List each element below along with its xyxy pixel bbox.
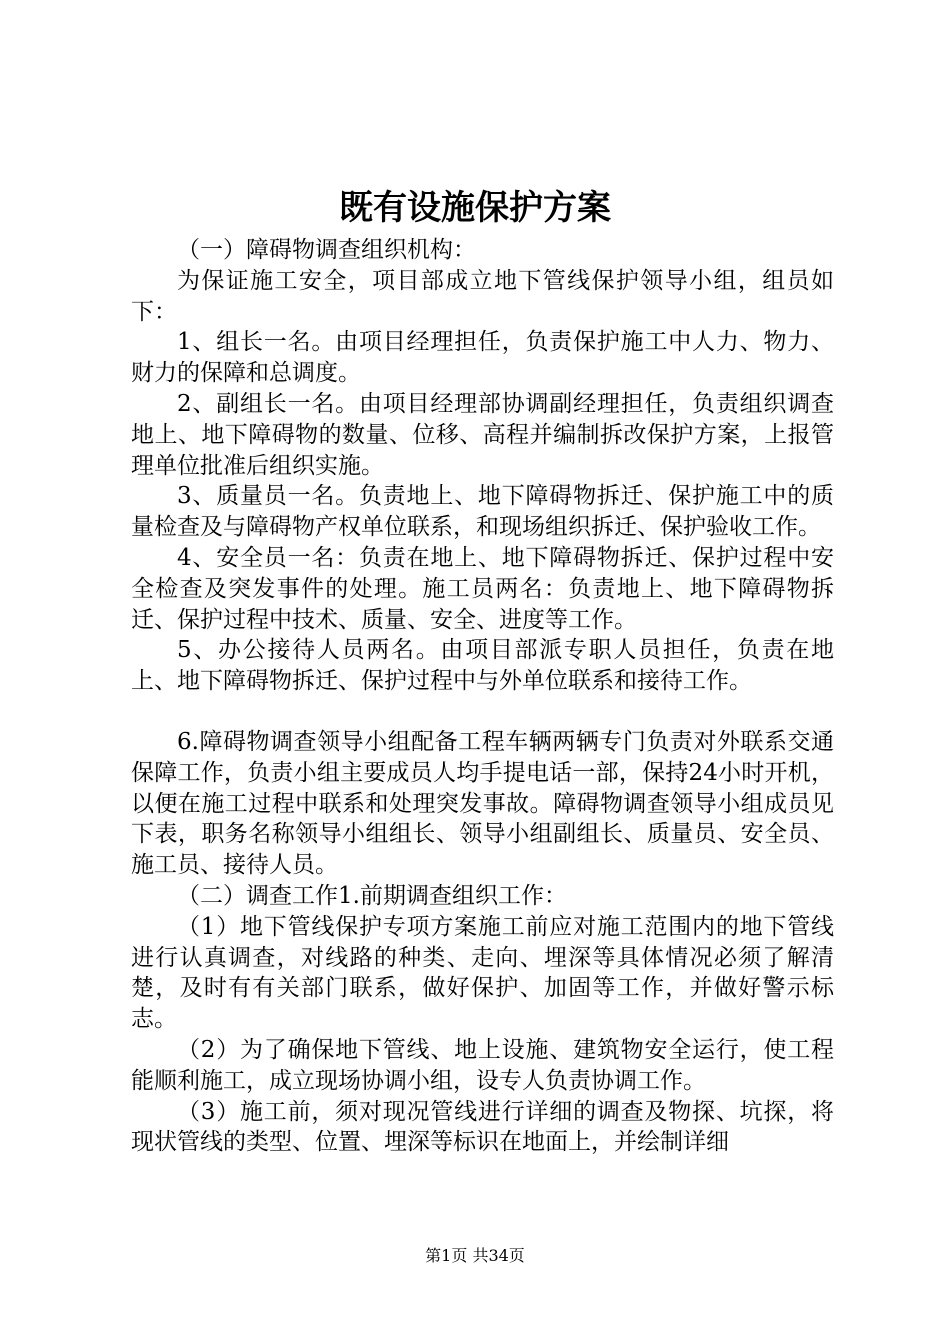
paragraph: （1）地下管线保护专项方案施工前应对施工范围内的地下管线进行认真调查，对线路的种类、走向、埋深等具体情况必须了解清楚，及时有有关部门联系，做好保护、加固等工作，并做好警示标志。 [131, 913, 834, 1033]
paragraph: 1、组长一名。由项目经理担任，负责保护施工中人力、物力、财力的保障和总调度。 [131, 329, 834, 387]
paragraph: （3）施工前，须对现况管线进行详细的调查及物探、坑探，将现状管线的类型、位置、埋深等标识在地面上，并绘制详细 [131, 1098, 834, 1156]
paragraph: 为保证施工安全，项目部成立地下管线保护领导小组，组员如下： [131, 267, 834, 325]
paragraph: 2、副组长一名。由项目经理部协调副经理担任，负责组织调查地上、地下障碍物的数量、位移、高程并编制拆改保护方案，上报管理单位批准后组织实施。 [131, 390, 834, 479]
paragraph: （2）为了确保地下管线、地上设施、建筑物安全运行，使工程能顺利施工，成立现场协调小组，设专人负责协调工作。 [131, 1036, 834, 1094]
document-title: 既有设施保护方案 [339, 188, 611, 228]
document-body [131, 235, 834, 1158]
paragraph: 3、质量员一名。负责地上、地下障碍物拆迁、保护施工中的质量检查及与障碍物产权单位联系，和现场组织拆迁、保护验收工作。 [131, 483, 834, 541]
paragraph: 4、安全员一名：负责在地上、地下障碍物拆迁、保护过程中安全检查及突发事件的处理。施工员两名：负责地上、地下障碍物拆迁、保护过程中技术、质量、安全、进度等工作。 [131, 544, 834, 633]
paragraph: 6.障碍物调查领导小组配备工程车辆两辆专门负责对外联系交通保障工作，负责小组主要成员人均手提电话一部，保持24小时开机，以便在施工过程中联系和处理突发事故。障碍物调查领导小组成员见下表，职务名称领导小组组长、领导小组副组长、质量员、安全员、施工员、接待人员。 [131, 728, 834, 879]
section-heading-2: （二）调查工作1.前期调查组织工作： [177, 882, 567, 909]
page-number-footer: 第1页 共34页 [425, 1246, 525, 1265]
paragraph-spacer [131, 697, 834, 727]
paragraph: 5、办公接待人员两名。由项目部派专职人员担任，负责在地上、地下障碍物拆迁、保护过程中与外单位联系和接待工作。 [131, 637, 834, 695]
section-heading-1: （一）障碍物调查组织机构： [177, 237, 476, 263]
